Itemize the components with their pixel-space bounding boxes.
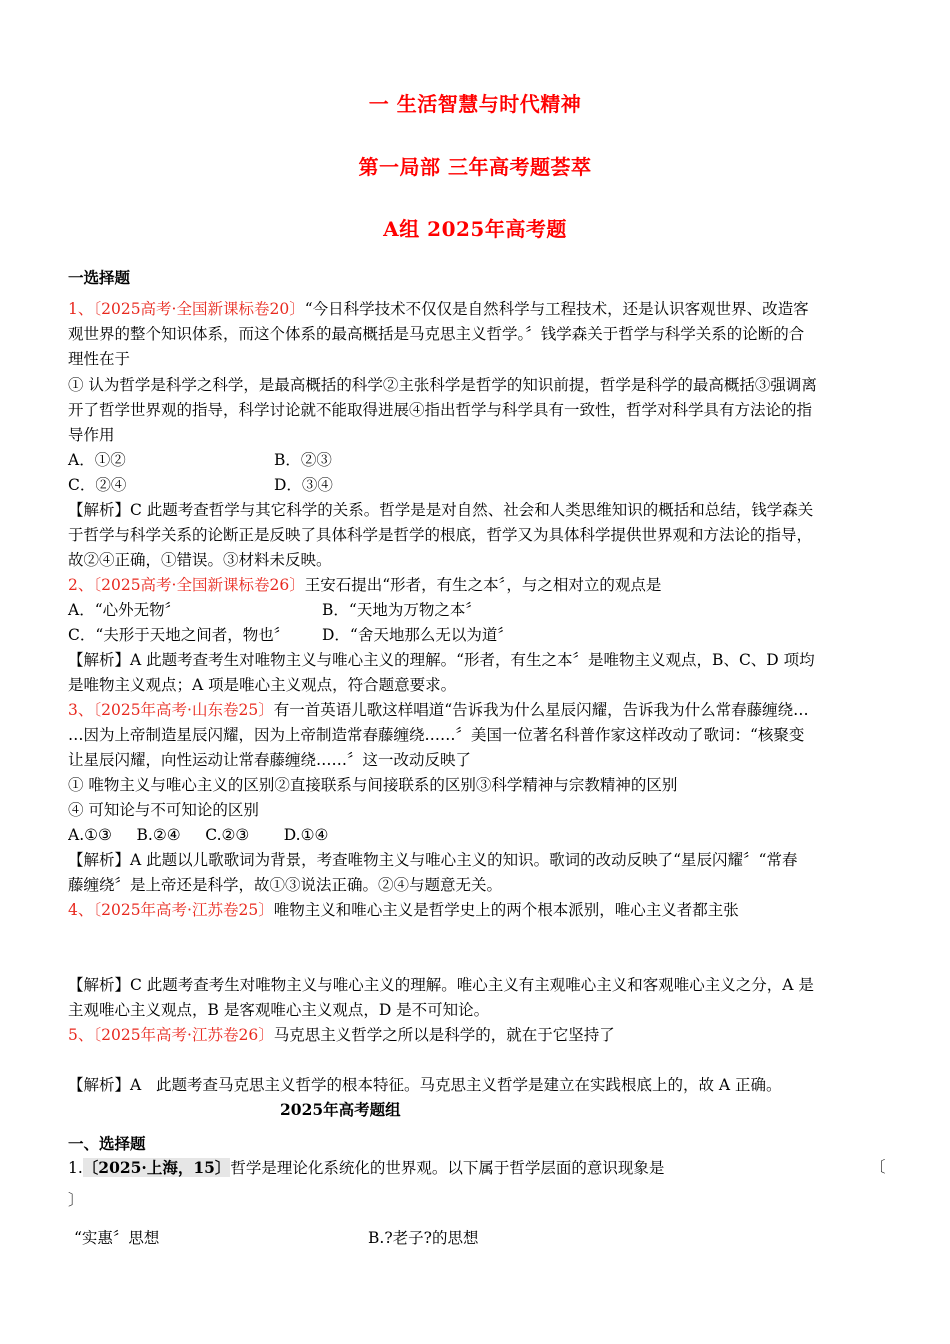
question-1-analysis-3: 故②④正确，①错误。③材料未反映。 <box>68 551 332 569</box>
question-6-option-a: “实惠〞思想 <box>74 1229 160 1247</box>
question-1-option-c: C．②④ <box>68 476 127 494</box>
question-1-option-d: D．③④ <box>274 476 333 494</box>
section-heading-2: 一、选择题 <box>68 1134 146 1153</box>
question-1-option-a: A．①② <box>68 451 126 469</box>
section-heading: 一选择题 <box>68 268 131 287</box>
question-3-line-4: ① 唯物主义与唯心主义的区别②直接联系与间接联系的区别③科学精神与宗教精神的区别 <box>68 776 678 794</box>
question-5-source: 5、〔2025年高考·江苏卷26〕 <box>68 1026 274 1044</box>
question-2-analysis-2: 是唯物主义观点；A 项是唯心主义观点，符合题意要求。 <box>68 676 457 694</box>
question-3-line-2: …因为上帝制造星辰闪耀，因为上帝制造常春藤缠绕……〞美国一位著名科普作家这样改动了歌词：“核聚变 <box>68 726 805 744</box>
question-2-line-1: 2、〔2025高考·全国新课标卷26〕王安石提出“形者，有生之本〞，与之相对立的观点是 <box>68 576 662 594</box>
question-1-line-6: 导作用 <box>68 426 115 444</box>
question-2-option-a: A．“心外无物〞 <box>68 601 181 619</box>
question-6-source: 〔2025·上海，15〕 <box>82 1158 231 1177</box>
question-4-source: 4、〔2025年高考·江苏卷25〕 <box>68 901 274 919</box>
question-5-line-1: 5、〔2025年高考·江苏卷26〕马克思主义哲学之所以是科学的，就在于它坚持了 <box>68 1026 615 1044</box>
part-title: 第一局部 三年高考题荟萃 <box>358 155 592 179</box>
answer-paren-open: 〔 <box>870 1158 886 1176</box>
chapter-title: 一 生活智慧与时代精神 <box>368 92 582 116</box>
question-3-analysis-1: 【解析】A 此题以儿歌歌词为背景，考查唯物主义与唯心主义的知识。歌词的改动反映了“星辰闪耀〞“常春 <box>68 851 798 869</box>
question-3-options: A.①③ B.②④ C.②③ D.①④ <box>68 826 329 844</box>
question-3-analysis-2: 藤缠绕〞是上帝还是科学，故①③说法正确。②④与题意无关。 <box>68 876 503 894</box>
question-1-analysis-1: 【解析】C 此题考查哲学与其它科学的关系。哲学是是对自然、社会和人类思维知识的概括和总结，钱学森关 <box>68 501 814 519</box>
group-title: A组 2025年高考题 <box>383 217 567 241</box>
question-1-source: 1、〔2025高考·全国新课标卷20〕 <box>68 300 305 318</box>
answer-paren-close: 〕 <box>68 1191 84 1209</box>
question-1-line-5: 开了哲学世界观的指导，科学讨论就不能取得进展④指出哲学与科学具有一致性，哲学对科学具有方法论的指 <box>68 401 813 419</box>
question-2-source: 2、〔2025高考·全国新课标卷26〕 <box>68 576 305 594</box>
question-3-line-3: 让星辰闪耀，向性运动让常春藤缠绕……〞这一改动反映了 <box>68 751 472 769</box>
question-1-analysis-2: 于哲学与科学关系的论断正是反映了具体科学是哲学的根底，哲学又为具体科学提供世界观和方法论的指导， <box>68 526 813 544</box>
question-4-analysis-2: 主观唯心主义观点，B 是客观唯心主义观点，D 是不可知论。 <box>68 1001 490 1019</box>
question-5-analysis-1: 【解析】A 此题考查马克思主义哲学的根本特征。马克思主义哲学是建立在实践根底上的，故 A 正确。 <box>68 1076 782 1094</box>
question-2-option-b: B．“天地为万物之本〞 <box>322 601 481 619</box>
question-2-analysis-1: 【解析】A 此题考查考生对唯物主义与唯心主义的理解。“形者，有生之本〞是唯物主义观点，B、C、D 项均 <box>68 651 815 669</box>
group-heading: 2025年高考题组 <box>280 1100 401 1119</box>
question-2-option-c: C．“夫形于天地之间者，物也〞 <box>68 626 290 644</box>
question-1-line-3: 理性在于 <box>68 350 131 368</box>
question-2-option-d: D．“舍天地那么无以为道〞 <box>322 626 513 644</box>
question-1-option-b: B．②③ <box>274 451 332 469</box>
question-4-line-1: 4、〔2025年高考·江苏卷25〕唯物主义和唯心主义是哲学史上的两个根本派别，唯心主义者都主张 <box>68 901 739 919</box>
question-6-line-1: 1.〔2025·上海，15〕哲学是理论化系统化的世界观。以下属于哲学层面的意识现象是 <box>68 1158 665 1177</box>
question-3-source: 3、〔2025年高考·山东卷25〕 <box>68 701 274 719</box>
question-1-line-1: 1、〔2025高考·全国新课标卷20〕“今日科学技术不仅仅是自然科学与工程技术，还是认识客观世界、改造客 <box>68 300 809 318</box>
question-3-line-1: 3、〔2025年高考·山东卷25〕有一首英语儿歌这样唱道“告诉我为什么星辰闪耀，告诉我为什么常春藤缠绕… <box>68 701 809 719</box>
question-4-analysis-1: 【解析】C 此题考查考生对唯物主义与唯心主义的理解。唯心主义有主观唯心主义和客观唯心主义之分，A 是 <box>68 976 814 994</box>
question-6-option-b: B.?老子?的思想 <box>368 1229 479 1247</box>
question-3-line-5: ④ 可知论与不可知论的区别 <box>68 801 259 819</box>
question-1-line-2: 观世界的整个知识体系，而这个体系的最高概括是马克思主义哲学。〞钱学森关于哲学与科学关系的论断的合 <box>68 325 805 343</box>
question-1-line-4: ① 认为哲学是科学之科学，是最高概括的科学②主张科学是哲学的知识前提，哲学是科学的最高概括③强调离 <box>68 376 817 394</box>
